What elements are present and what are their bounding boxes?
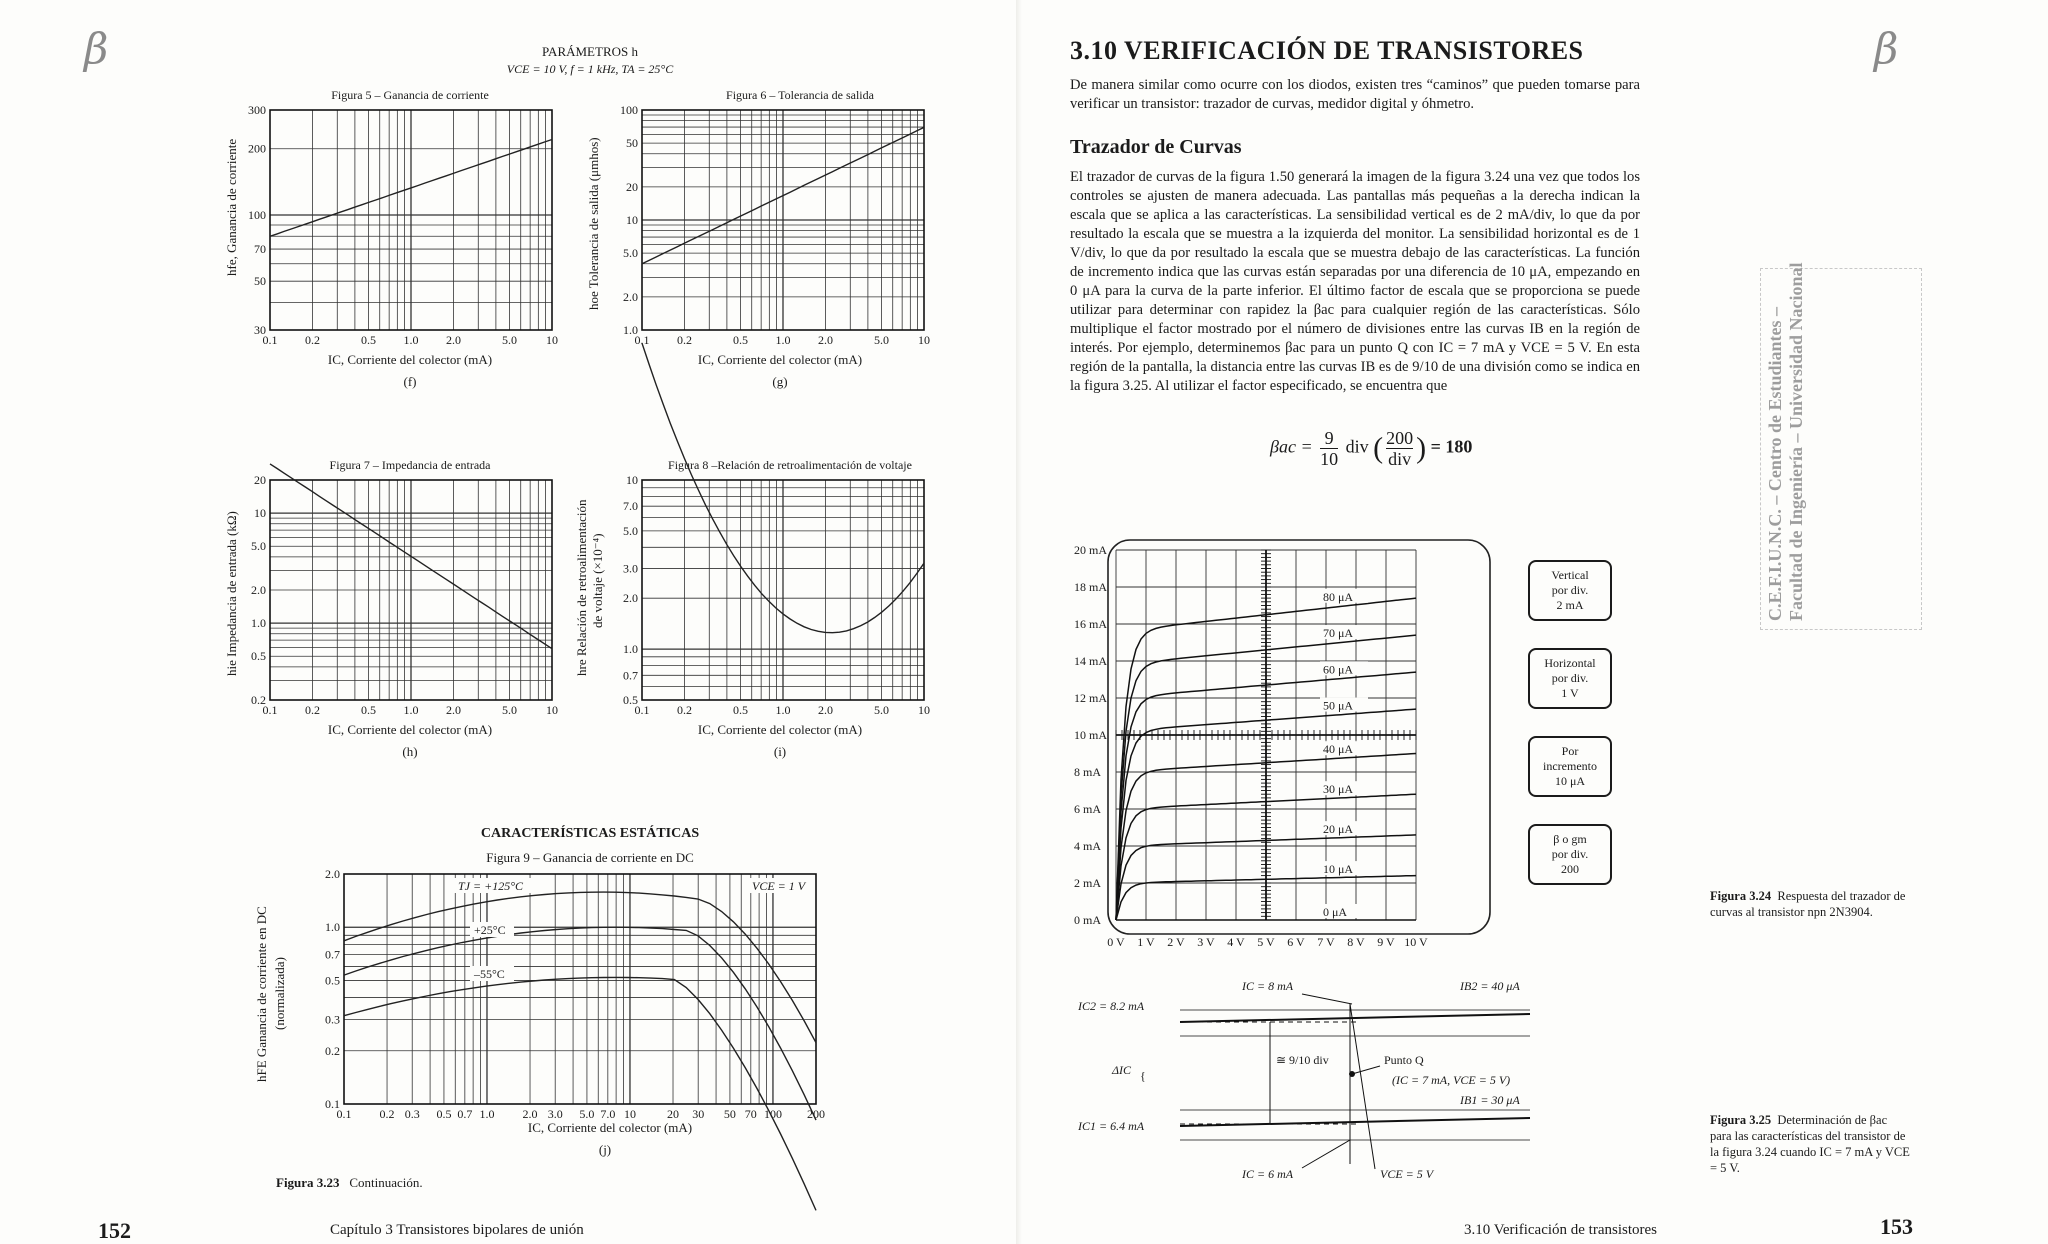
library-stamp	[1760, 262, 1922, 630]
ic8-leader	[1302, 994, 1352, 1004]
y-tick-label: 20 mA	[1074, 543, 1107, 557]
y-tick-label: 1.0	[325, 920, 340, 935]
fig323-text: Continuación.	[349, 1175, 423, 1190]
fig6-ylabel: hoe Tolerancia de salida (μmhos)	[586, 137, 601, 310]
y-tick-label: 6 mA	[1074, 802, 1101, 816]
fig325-caption	[1710, 1112, 1910, 1176]
y-tick-label: 100	[248, 207, 266, 222]
fig5-title: Figura 5 – Ganancia de corriente	[331, 88, 489, 102]
y-tick-label: 300	[248, 103, 266, 117]
x-tick-label: 0.1	[634, 333, 650, 347]
x-tick-label: 1 V	[1137, 935, 1155, 949]
display-bezel	[1108, 540, 1490, 934]
y-tick-label: 1.0	[623, 642, 638, 657]
y-tick-label: 0.2	[251, 693, 266, 707]
series-line	[344, 927, 816, 1120]
x-tick-label: 6 V	[1287, 935, 1305, 949]
fig6-tag: (g)	[772, 374, 788, 389]
x-tick-label: 1.0	[775, 333, 791, 347]
x-tick-label: 0.5	[436, 1107, 452, 1121]
y-tick-label: 20	[254, 473, 266, 487]
h-params-title: PARÁMETROS h	[542, 44, 638, 59]
footer-right: 3.10 Verificación de transistores	[1464, 1222, 1658, 1238]
x-tick-label: 3.0	[547, 1107, 563, 1121]
x-tick-label: 20	[667, 1107, 680, 1121]
x-tick-label: 10	[546, 703, 558, 717]
q-conditions: (IC = 7 mA, VCE = 5 V)	[1392, 1073, 1511, 1087]
ib-curve-label: 80 μA	[1323, 589, 1354, 604]
ic6-leader	[1302, 1140, 1350, 1168]
fig9-tag: (j)	[598, 1142, 612, 1157]
y-tick-label: 2.0	[251, 583, 266, 597]
fig7-xlabel: IC, Corriente del colector (mA)	[327, 722, 493, 737]
y-tick-label: 4 mA	[1074, 839, 1101, 853]
x-tick-label: 8 V	[1347, 935, 1365, 949]
x-tick-label: 1.0	[403, 703, 419, 717]
x-tick-label: 10	[623, 1107, 636, 1121]
x-tick-label: 0.5	[361, 333, 377, 347]
fig8-tag: (i)	[773, 744, 787, 759]
x-tick-label: 0.1	[262, 333, 278, 347]
x-tick-label: 0.5	[361, 703, 377, 717]
vce-label: VCE = 5 V	[1380, 1167, 1434, 1181]
y-tick-label: 5.0	[623, 246, 638, 261]
static-title: CARACTERÍSTICAS ESTÁTICAS	[480, 826, 700, 841]
x-tick-label: 4 V	[1227, 935, 1245, 949]
x-tick-label: 5.0	[502, 333, 518, 347]
y-tick-label: 0.2	[325, 1043, 340, 1058]
y-tick-label: 200	[248, 141, 266, 156]
x-tick-label: 7 V	[1317, 935, 1335, 949]
fig9-title: Figura 9 – Ganancia de corriente en DC	[486, 850, 694, 865]
x-tick-label: 2.0	[817, 703, 833, 717]
y-tick-label: 2.0	[325, 867, 340, 881]
ib-curve-label: 60 μA	[1323, 662, 1354, 677]
ic8-label: IC = 8 mA	[1242, 979, 1294, 993]
margin-annotation-right: β	[1874, 24, 1899, 73]
fig6-xlabel: IC, Corriente del colector (mA)	[697, 352, 863, 367]
x-tick-label: 5.0	[502, 703, 518, 717]
fig324-text: Respuesta del trazador de curvas al transistor npn 2N3904.	[1710, 889, 1906, 919]
formula-num2: 200	[1386, 428, 1414, 448]
footer-left: Capítulo 3 Transistores bipolares de unión	[330, 1222, 584, 1238]
fig9-ylabel-2: (normalizada)	[272, 957, 287, 1030]
fig8-xlabel: IC, Corriente del colector (mA)	[697, 722, 863, 737]
ib2-label: IB2 = 40 μA	[1460, 979, 1520, 993]
ib-curve-label: 10 μA	[1323, 862, 1354, 877]
x-tick-label: 5.0	[874, 703, 890, 717]
y-tick-label: 70	[254, 242, 266, 257]
y-tick-label: 3.0	[623, 561, 638, 576]
y-tick-label: 7.0	[623, 499, 638, 514]
left-page	[0, 0, 1020, 1244]
ib1-curve	[1180, 1118, 1530, 1126]
fig8-title: Figura 8 –Relación de retroalimentación de voltaje	[668, 458, 912, 472]
ic1-label: IC1 = 6.4 mA	[1078, 1119, 1145, 1133]
ib-curve-label: 0 μA	[1323, 905, 1348, 919]
y-tick-label: 30	[254, 323, 266, 337]
formula-den1: 10	[1320, 449, 1339, 469]
fig6-title: Figura 6 – Tolerancia de salida	[726, 88, 874, 102]
x-tick-label: 5.0	[874, 333, 890, 347]
y-tick-label: 18 mA	[1074, 580, 1107, 594]
x-tick-label: 10 V	[1404, 935, 1428, 949]
fig7-ylabel: hie Impedancia de entrada (kΩ)	[224, 511, 239, 676]
formula-lhs: βac =	[1270, 436, 1313, 457]
ic6-label: IC = 6 mA	[1242, 1167, 1294, 1181]
y-tick-label: 50	[254, 274, 266, 289]
x-tick-label: 0.2	[379, 1107, 395, 1121]
x-tick-label: 1.0	[775, 703, 791, 717]
y-tick-label: 0.7	[325, 947, 340, 962]
fig324-caption	[1710, 888, 1910, 920]
y-tick-label: 10	[254, 506, 266, 521]
y-tick-label: 20	[626, 179, 638, 194]
y-tick-label: 2 mA	[1074, 876, 1101, 890]
series-label-minus55: –55°C	[474, 967, 505, 981]
ib-curve-label: 30 μA	[1323, 782, 1354, 797]
fig325-label: Figura 3.25	[1710, 1113, 1772, 1127]
x-tick-label: 50	[723, 1107, 736, 1121]
x-tick-label: 0.5	[733, 333, 749, 347]
div-label: ≅ 9/10 div	[1276, 1053, 1329, 1067]
x-tick-label: 70	[744, 1107, 757, 1121]
y-tick-label: 0.5	[251, 649, 266, 664]
series-label-25: +25°C	[474, 923, 506, 937]
y-tick-label: 16 mA	[1074, 617, 1107, 631]
x-tick-label: 0.3	[404, 1107, 420, 1121]
x-tick-label: 5.0	[579, 1107, 595, 1121]
y-tick-label: 10 mA	[1074, 728, 1107, 742]
x-tick-label: 9 V	[1377, 935, 1395, 949]
fig5-xlabel: IC, Corriente del colector (mA)	[327, 352, 493, 367]
y-tick-label: 5.0	[623, 523, 638, 538]
x-tick-label: 2.0	[817, 333, 833, 347]
page-number-left: 152	[98, 1218, 131, 1243]
delta-ic-label: ΔIC	[1112, 1063, 1132, 1077]
q-leader	[1352, 1066, 1380, 1074]
ib-curve-label: 70 μA	[1323, 626, 1354, 641]
formula-num1: 9	[1320, 428, 1338, 449]
body-paragraph: El trazador de curvas de la figura 1.50 generará la imagen de la figura 3.24 una vez que todos los controles se ajusten de manera adecuada. Las pantallas más pequeñas a la derecha indican la escala que se aplica a las características. La sensibilidad vertical es de 2 mA/div, lo que da por resultado la escala que se muestra a la izquierda del monitor. La sensibilidad horizontal es de 1 V/div, lo que da por resultado la escala que se muestra debajo de las características. La función de incremento indica que las curvas están separadas por una diferencia de 10 μA, empezando en 0 μA para la curva de la parte inferior. El último factor de escala que se proporciona se puede utilizar para determinar con rapidez la βac para cualquier región de las características. Sólo multiplique el factor mostrado por el número de divisiones entre las curvas IB en la región de interés. Por ejemplo, determinemos βac para un punto Q con IC = 7 mA y VCE = 5 V. En esta región de la pantalla, la distancia entre las curvas IB es de 9/10 de una división como se indica en la figura 3.25. Al utilizar el factor especificado, se encuentra que	[1070, 169, 1640, 394]
x-tick-label: 10	[918, 333, 930, 347]
y-tick-label: 1.0	[623, 323, 638, 337]
x-tick-label: 2.0	[445, 333, 461, 347]
control-horizontal: Horizontal por div. 1 V	[1528, 648, 1612, 709]
page-gutter	[1016, 0, 1022, 1244]
y-tick-label: 8 mA	[1074, 765, 1101, 779]
x-tick-label: 0.2	[304, 333, 320, 347]
x-tick-label: 3 V	[1197, 935, 1215, 949]
y-tick-label: 0.1	[325, 1097, 340, 1111]
y-tick-label: 0.3	[325, 1012, 340, 1027]
y-tick-label: 0 mA	[1074, 913, 1101, 927]
x-tick-label: 10	[918, 703, 930, 717]
graph-voltage-feedback	[602, 474, 942, 734]
stamp-text: C.E.F.I.U.N.C. – Centro de Estudiantes – Facultad de Ingeniería – Universidad Nacional	[1765, 262, 1806, 621]
graph-output-admittance	[602, 104, 942, 364]
y-tick-label: 2.0	[623, 289, 638, 304]
fig8-ylabel: hre Relación de retroalimentación	[574, 499, 589, 676]
x-tick-label: 100	[763, 1107, 782, 1121]
y-tick-label: 0.5	[325, 973, 340, 988]
x-tick-label: 7.0	[600, 1107, 616, 1121]
fig324-label: Figura 3.24	[1710, 889, 1772, 903]
x-tick-label: 0.1	[634, 703, 650, 717]
fig8-ylabel-2: de voltaje (×10⁻⁴)	[590, 533, 605, 628]
formula-den2: div	[1388, 449, 1412, 469]
margin-annotation: β	[84, 24, 109, 73]
control-increment: Por incremento 10 μA	[1528, 736, 1612, 797]
x-tick-label: 0.7	[457, 1107, 473, 1121]
brace: {	[1140, 1069, 1146, 1083]
x-tick-label: 30	[692, 1107, 705, 1121]
x-tick-label: 0.1	[262, 703, 278, 717]
y-tick-label: 50	[626, 136, 638, 151]
h-params-conditions: VCE = 10 V, f = 1 kHz, TA = 25°C	[506, 62, 674, 76]
y-tick-label: 12 mA	[1074, 691, 1107, 705]
fig9-ylabel: hFE Ganancia de corriente en DC	[254, 906, 269, 1082]
fig323-label: Figura 3.23	[276, 1175, 340, 1190]
x-tick-label: 1.0	[479, 1107, 495, 1121]
x-tick-label: 0.2	[676, 333, 692, 347]
ib-curve-label: 20 μA	[1323, 822, 1354, 837]
y-tick-label: 10	[626, 213, 638, 227]
x-tick-label: 0.1	[336, 1107, 352, 1121]
y-tick-label: 0.7	[623, 668, 638, 683]
control-vertical: Vertical por div. 2 mA	[1528, 560, 1612, 621]
curve-tracer-display	[1070, 538, 1510, 948]
vce-label: VCE = 1 V	[752, 879, 806, 893]
graph-input-impedance	[230, 474, 570, 734]
beta-detail-figure	[1070, 964, 1590, 1184]
beta-formula: βac = $\frac{9}{10}$ div ( $\frac{200}{\text{div}}$ ) = 180	[1270, 428, 1473, 469]
ib2-curve	[1180, 1014, 1530, 1022]
y-tick-label: 5.0	[251, 539, 266, 554]
series-label-125: TJ = +125°C	[458, 879, 523, 893]
fig7-title: Figura 7 – Impedancia de entrada	[329, 458, 491, 472]
vce-vline	[1350, 1004, 1375, 1169]
x-tick-label: 1.0	[403, 333, 419, 347]
fig325-text: Determinación de βac para las características del transistor de la figura 3.24 cuando IC = 7 mA y VCE = 5 V.	[1710, 1113, 1910, 1175]
y-tick-label: 10	[626, 473, 638, 487]
y-tick-label: 1.0	[251, 616, 266, 631]
formula-result: = 180	[1430, 436, 1473, 457]
q-label: Punto Q	[1384, 1053, 1424, 1067]
y-tick-label: 0.5	[623, 693, 638, 707]
graph-current-gain	[230, 104, 570, 364]
fig323-caption	[276, 1175, 423, 1191]
x-tick-label: 0.2	[304, 703, 320, 717]
ib1-label: IB1 = 30 μA	[1460, 1093, 1520, 1107]
x-tick-label: 0 V	[1107, 935, 1125, 949]
y-tick-label: 2.0	[623, 591, 638, 606]
ib-curve-label: 40 μA	[1323, 742, 1354, 757]
x-tick-label: 200	[807, 1107, 825, 1121]
x-tick-label: 2.0	[445, 703, 461, 717]
series-line	[344, 892, 816, 1043]
graph-dc-current-gain	[304, 868, 904, 1148]
ib-curve-label: 50 μA	[1323, 698, 1354, 713]
subsection-title: Trazador de Curvas	[1070, 136, 1242, 158]
x-tick-label: 0.2	[676, 703, 692, 717]
y-tick-label: 14 mA	[1074, 654, 1107, 668]
x-tick-label: 2 V	[1167, 935, 1185, 949]
intro-paragraph: De manera similar como ocurre con los diodos, existen tres “caminos” que pueden tomarse para verificar un transistor: trazador de curvas, medidor digital y óhmetro.	[1070, 77, 1640, 112]
fig5-tag: (f)	[403, 374, 417, 389]
fig5-ylabel: hfe, Ganancia de corriente	[224, 138, 239, 276]
x-tick-label: 10	[546, 333, 558, 347]
control-beta: β o gm por div. 200	[1528, 824, 1612, 885]
fig9-xlabel: IC, Corriente del colector (mA)	[527, 1120, 693, 1135]
y-tick-label: 100	[620, 103, 638, 117]
page-number-right: 153	[1880, 1214, 1913, 1239]
x-tick-label: 5 V	[1257, 935, 1275, 949]
fig7-tag: (h)	[402, 744, 418, 759]
x-tick-label: 2.0	[522, 1107, 538, 1121]
x-tick-label: 0.5	[733, 703, 749, 717]
section-title: 3.10 VERIFICACIÓN DE TRANSISTORES	[1070, 36, 1584, 65]
ic2-label: IC2 = 8.2 mA	[1078, 999, 1145, 1013]
formula-mid: div	[1345, 436, 1369, 457]
